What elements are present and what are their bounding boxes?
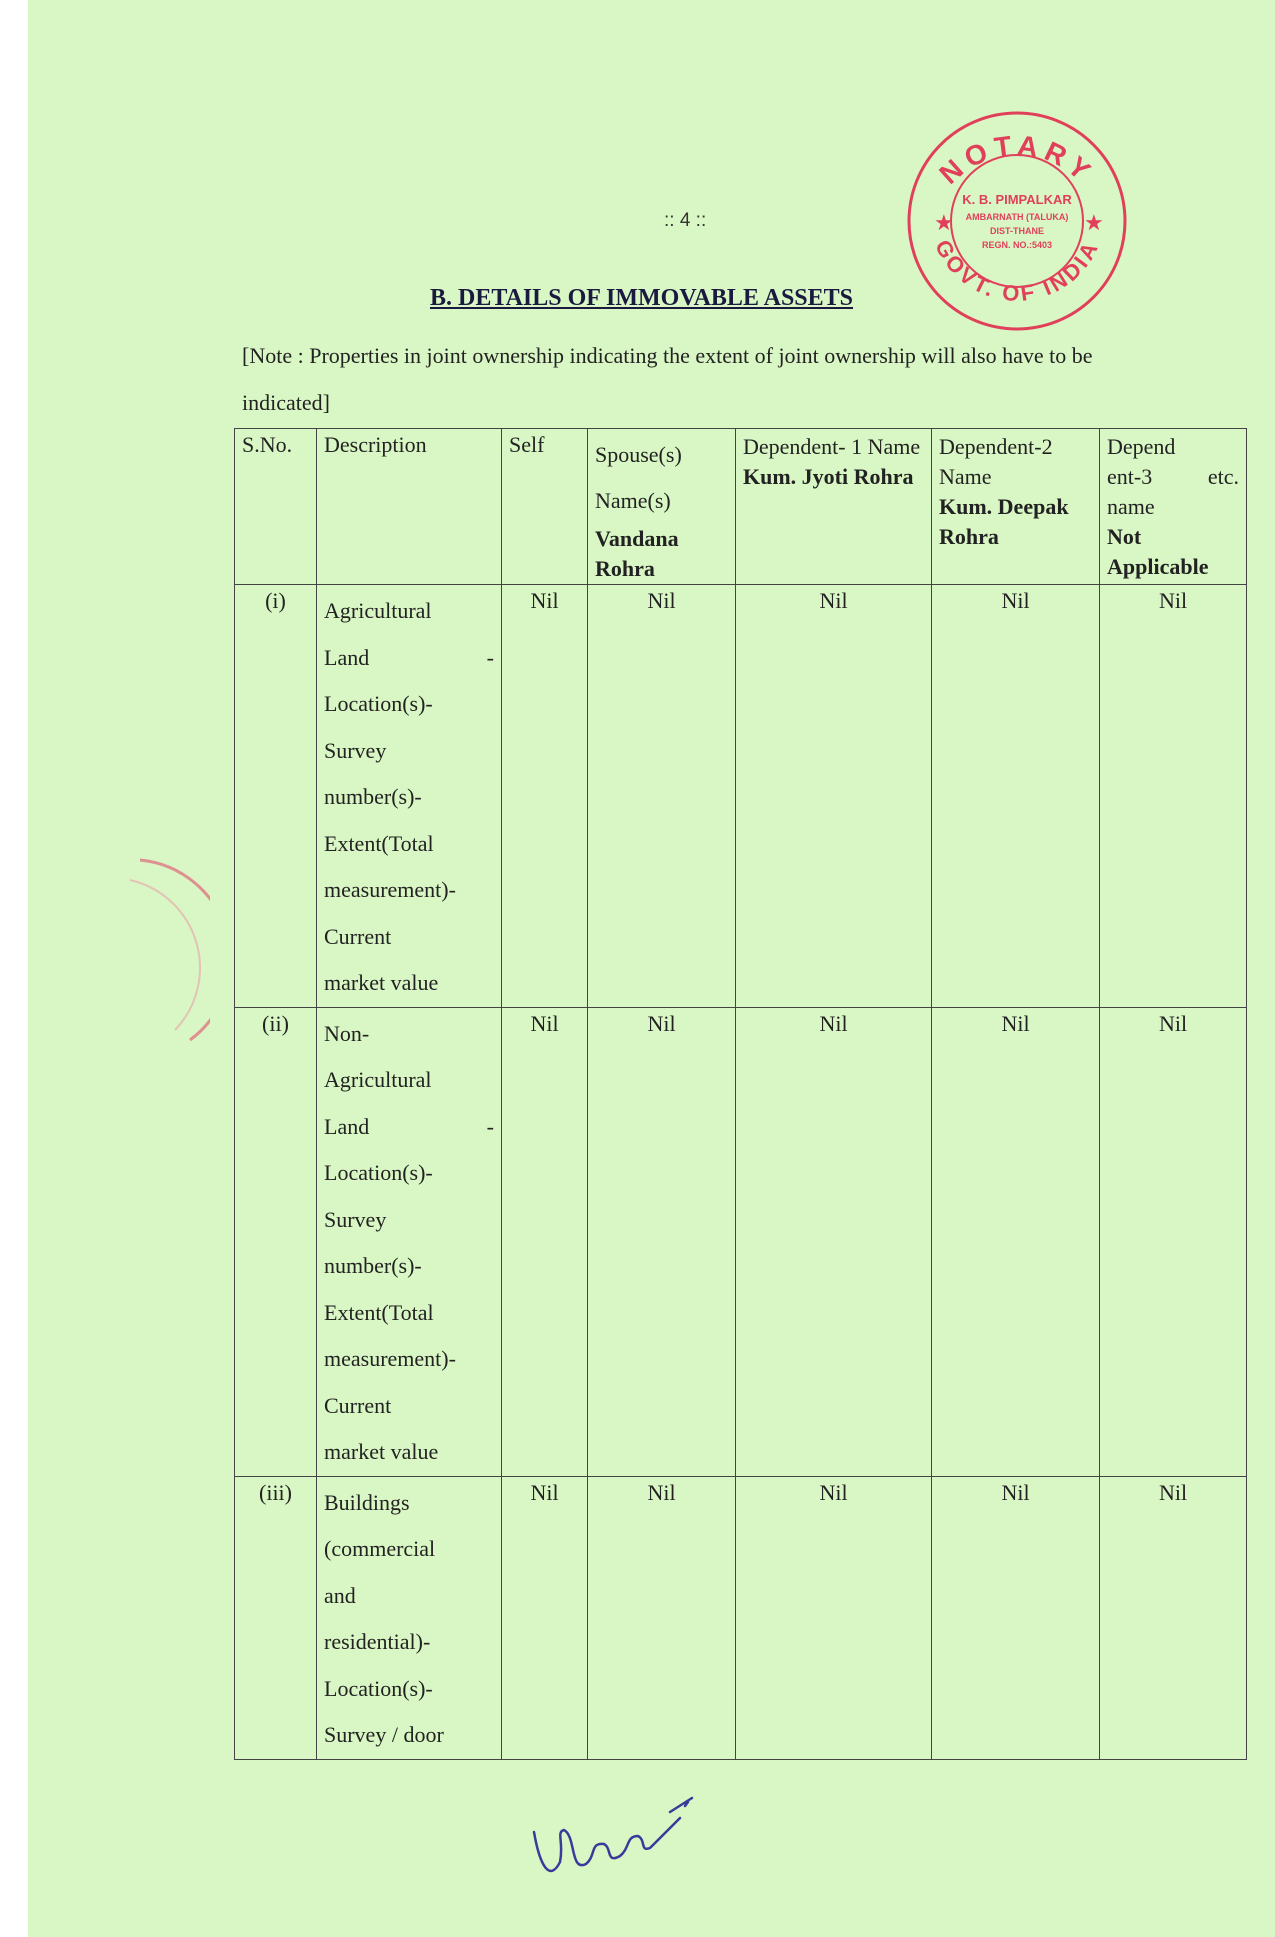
header-dependent-3-label-d: name (1107, 494, 1155, 519)
description-line: Survey (324, 737, 387, 763)
description-line: (commercial (324, 1536, 436, 1561)
row-description (317, 585, 502, 1008)
description-line (324, 1104, 494, 1151)
stamp-line-3: DIST-THANE (990, 226, 1044, 236)
cell-self: Nil (502, 1007, 588, 1476)
cell-self: Nil (502, 585, 588, 1008)
table-header-row (235, 429, 1247, 585)
description-line: Buildings (324, 1489, 410, 1515)
description-line: Extent(Total (324, 830, 434, 856)
stamp-notary-name: K. B. PIMPALKAR (962, 192, 1072, 207)
description-line: market value (324, 970, 439, 995)
left-page-margin (0, 0, 28, 1937)
header-self: Self (502, 429, 588, 585)
header-description: Description (317, 429, 502, 585)
description-line: Extent(Total (324, 1299, 434, 1325)
header-dependent-3-label-b: ent-3 (1107, 464, 1153, 489)
description-line: market value (324, 1439, 439, 1464)
header-spouse (588, 429, 736, 585)
header-dependent-2-name: Kum. Deepak Rohra (939, 494, 1069, 549)
cell-dependent-1: Nil (736, 1476, 932, 1759)
description-line: Agricultural (324, 1067, 432, 1092)
description-line: measurement)- (324, 877, 456, 902)
notary-stamp (904, 108, 1130, 334)
header-dependent-3-label-a: Depend (1107, 434, 1176, 459)
header-dependent-2 (932, 429, 1100, 585)
description-line: Current (324, 1392, 392, 1418)
stamp-line-4: REGN. NO.:5403 (981, 240, 1053, 250)
row-description (317, 1476, 502, 1759)
immovable-assets-table (234, 428, 1247, 1760)
header-dependent-3-label-c: etc. (1207, 464, 1239, 489)
cell-dependent-3: Nil (1100, 1476, 1247, 1759)
cell-dependent-2: Nil (932, 585, 1100, 1008)
description-line: number(s)- (324, 784, 422, 809)
cell-dependent-1: Nil (736, 585, 932, 1008)
header-dependent-3-name: Not Applicable (1107, 524, 1209, 579)
stamp-line-2: AMBARNATH (TALUKA) (965, 212, 1069, 222)
description-line: number(s)- (324, 1253, 422, 1278)
stamp-top-text: NOTARY (933, 129, 1101, 191)
description-line: and (324, 1582, 356, 1608)
description-line: Location(s)- (324, 1160, 433, 1185)
description-line-text: Land (324, 1113, 370, 1139)
section-heading: B. DETAILS OF IMMOVABLE ASSETS (430, 285, 854, 311)
cell-dependent-2: Nil (932, 1007, 1100, 1476)
cell-spouse: Nil (588, 585, 736, 1008)
header-spouse-label: Spouse(s) Name(s) (595, 442, 682, 513)
cell-dependent-3: Nil (1100, 1007, 1247, 1476)
cell-spouse: Nil (588, 1007, 736, 1476)
row-sno: (i) (235, 585, 317, 1008)
svg-text:NOTARY (933, 129, 1100, 190)
cell-self: Nil (502, 1476, 588, 1759)
table-row (235, 1476, 1247, 1759)
cell-dependent-3: Nil (1100, 585, 1247, 1008)
stamp-bottom-text: GOVT. OF INDIA (930, 235, 1104, 307)
signature (520, 1772, 720, 1892)
description-line: Current (324, 923, 392, 949)
header-dependent-3-label-row (1107, 462, 1239, 492)
row-description (317, 1007, 502, 1476)
description-line: Location(s)- (324, 1675, 433, 1701)
table-row (235, 1007, 1247, 1476)
description-line: Location(s)- (324, 691, 433, 716)
header-sno: S.No. (235, 429, 317, 585)
description-dash: - (486, 1113, 494, 1139)
description-line: Survey (324, 1206, 387, 1232)
row-sno: (iii) (235, 1476, 317, 1759)
ownership-note: [Note : Properties in joint ownership indicating the extent of joint ownership will also have to be indicated] (242, 343, 1093, 415)
stamp-star-right: ★ (1084, 210, 1104, 235)
cell-spouse: Nil (588, 1476, 736, 1759)
header-dependent-1 (736, 429, 932, 585)
page-number: :: 4 :: (664, 210, 707, 231)
description-line: residential)- (324, 1629, 431, 1654)
row-sno: (ii) (235, 1007, 317, 1476)
header-dependent-3 (1100, 429, 1247, 585)
cell-dependent-2: Nil (932, 1476, 1100, 1759)
header-spouse-name: Vandana Rohra (595, 526, 679, 581)
description-line: Agricultural (324, 598, 432, 623)
header-dependent-1-label: Dependent- 1 Name (743, 434, 921, 459)
cell-dependent-1: Nil (736, 1007, 932, 1476)
header-dependent-2-label: Dependent-2 Name (939, 434, 1053, 489)
description-line: Survey / door (324, 1722, 444, 1747)
description-line-text: Land (324, 644, 370, 670)
stamp-star-left: ★ (934, 210, 954, 235)
margin-stamp-partial (100, 840, 210, 1080)
description-line: Non- (324, 1020, 370, 1046)
header-dependent-1-name: Kum. Jyoti Rohra (743, 464, 914, 489)
description-line: measurement)- (324, 1346, 456, 1371)
description-dash: - (486, 644, 494, 670)
table-row (235, 585, 1247, 1008)
description-line (324, 635, 494, 682)
